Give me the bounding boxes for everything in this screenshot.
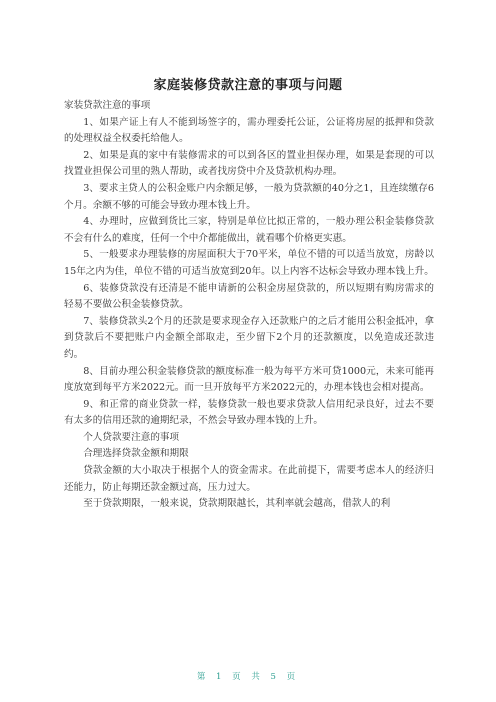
subsection-heading: 合理选择贷款金额和期限: [83, 448, 189, 460]
body-paragraph: 8、目前办理公积金装修贷款的额度标准一般为每平方米可贷1000元，未来可能再度放宽到每平方米2022元。而一旦开放每平方米2022元的，办理本钱也会相对提高。: [64, 365, 434, 394]
document-title: 家庭装修贷款注意的事项与问题: [153, 78, 343, 93]
body-paragraph: 7、装修贷款头2个月的还款是要求现金存入还款账户的之后才能用公积金抵冲，拿到贷款后不要把账户内金额全部取走，至少留下2个月的还款额度，以免造成还款违约。: [64, 315, 434, 360]
body-paragraph: 3、要求主贷人的公积金账户内余额足够，一般为贷款额的40分之1，且连续缴存6个月。余额不够的可能会导致办理本钱上升。: [64, 182, 434, 211]
section-heading: 个人贷款要注意的事项: [83, 431, 180, 443]
section-heading: 家装贷款注意的事项: [64, 100, 151, 111]
body-paragraph: 9、和正常的商业贷款一样，装修贷款一般也要求贷款人信用纪录良好，过去不要有太多的信用还款的逾期纪录，不然会导致办理本钱的上升。: [64, 398, 434, 427]
body-paragraph: 贷款金额的大小取决于根据个人的资金需求。在此前提下，需要考虑本人的经济归还能力，防止每期还款金额过高，压力过大。: [64, 465, 434, 493]
document-body: [64, 98, 434, 513]
body-paragraph: 5、一般要求办理装修的房屋面积大于70平米，单位不错的可以适当放宽，房龄以15年之内为佳，单位不错的可适当放宽到20年。以上内容不达标会导致办理本钱上升。: [64, 249, 434, 277]
body-paragraph: 1、如果产证上有人不能到场签字的，需办理委托公证，公证将房屋的抵押和贷款的处理权益全权委托给他人。: [64, 116, 434, 145]
body-paragraph: 4、办理时，应做到货比三家，特别是单位比拟正常的，一般办理公积金装修贷款不会有什么的难度，任何一个中介都能做出，就看哪个价格更实惠。: [64, 216, 434, 244]
body-paragraph: 至于贷款期限，一般来说，贷款期限越长，其利率就会越高，借款人的利: [83, 498, 391, 510]
page-footer: 第 1 页 共 5 页: [196, 672, 300, 682]
body-paragraph: 2、如果是真的家中有装修需求的可以到各区的置业担保办理，如果是套现的可以找置业担保公司里的熟人帮助，或者找房贷中介及贷款机构办理。: [64, 149, 434, 178]
body-paragraph: 6、装修贷款没有还清是不能申请新的公积金房屋贷款的，所以短期有购房需求的轻易不要做公积金装修贷款。: [64, 282, 434, 311]
